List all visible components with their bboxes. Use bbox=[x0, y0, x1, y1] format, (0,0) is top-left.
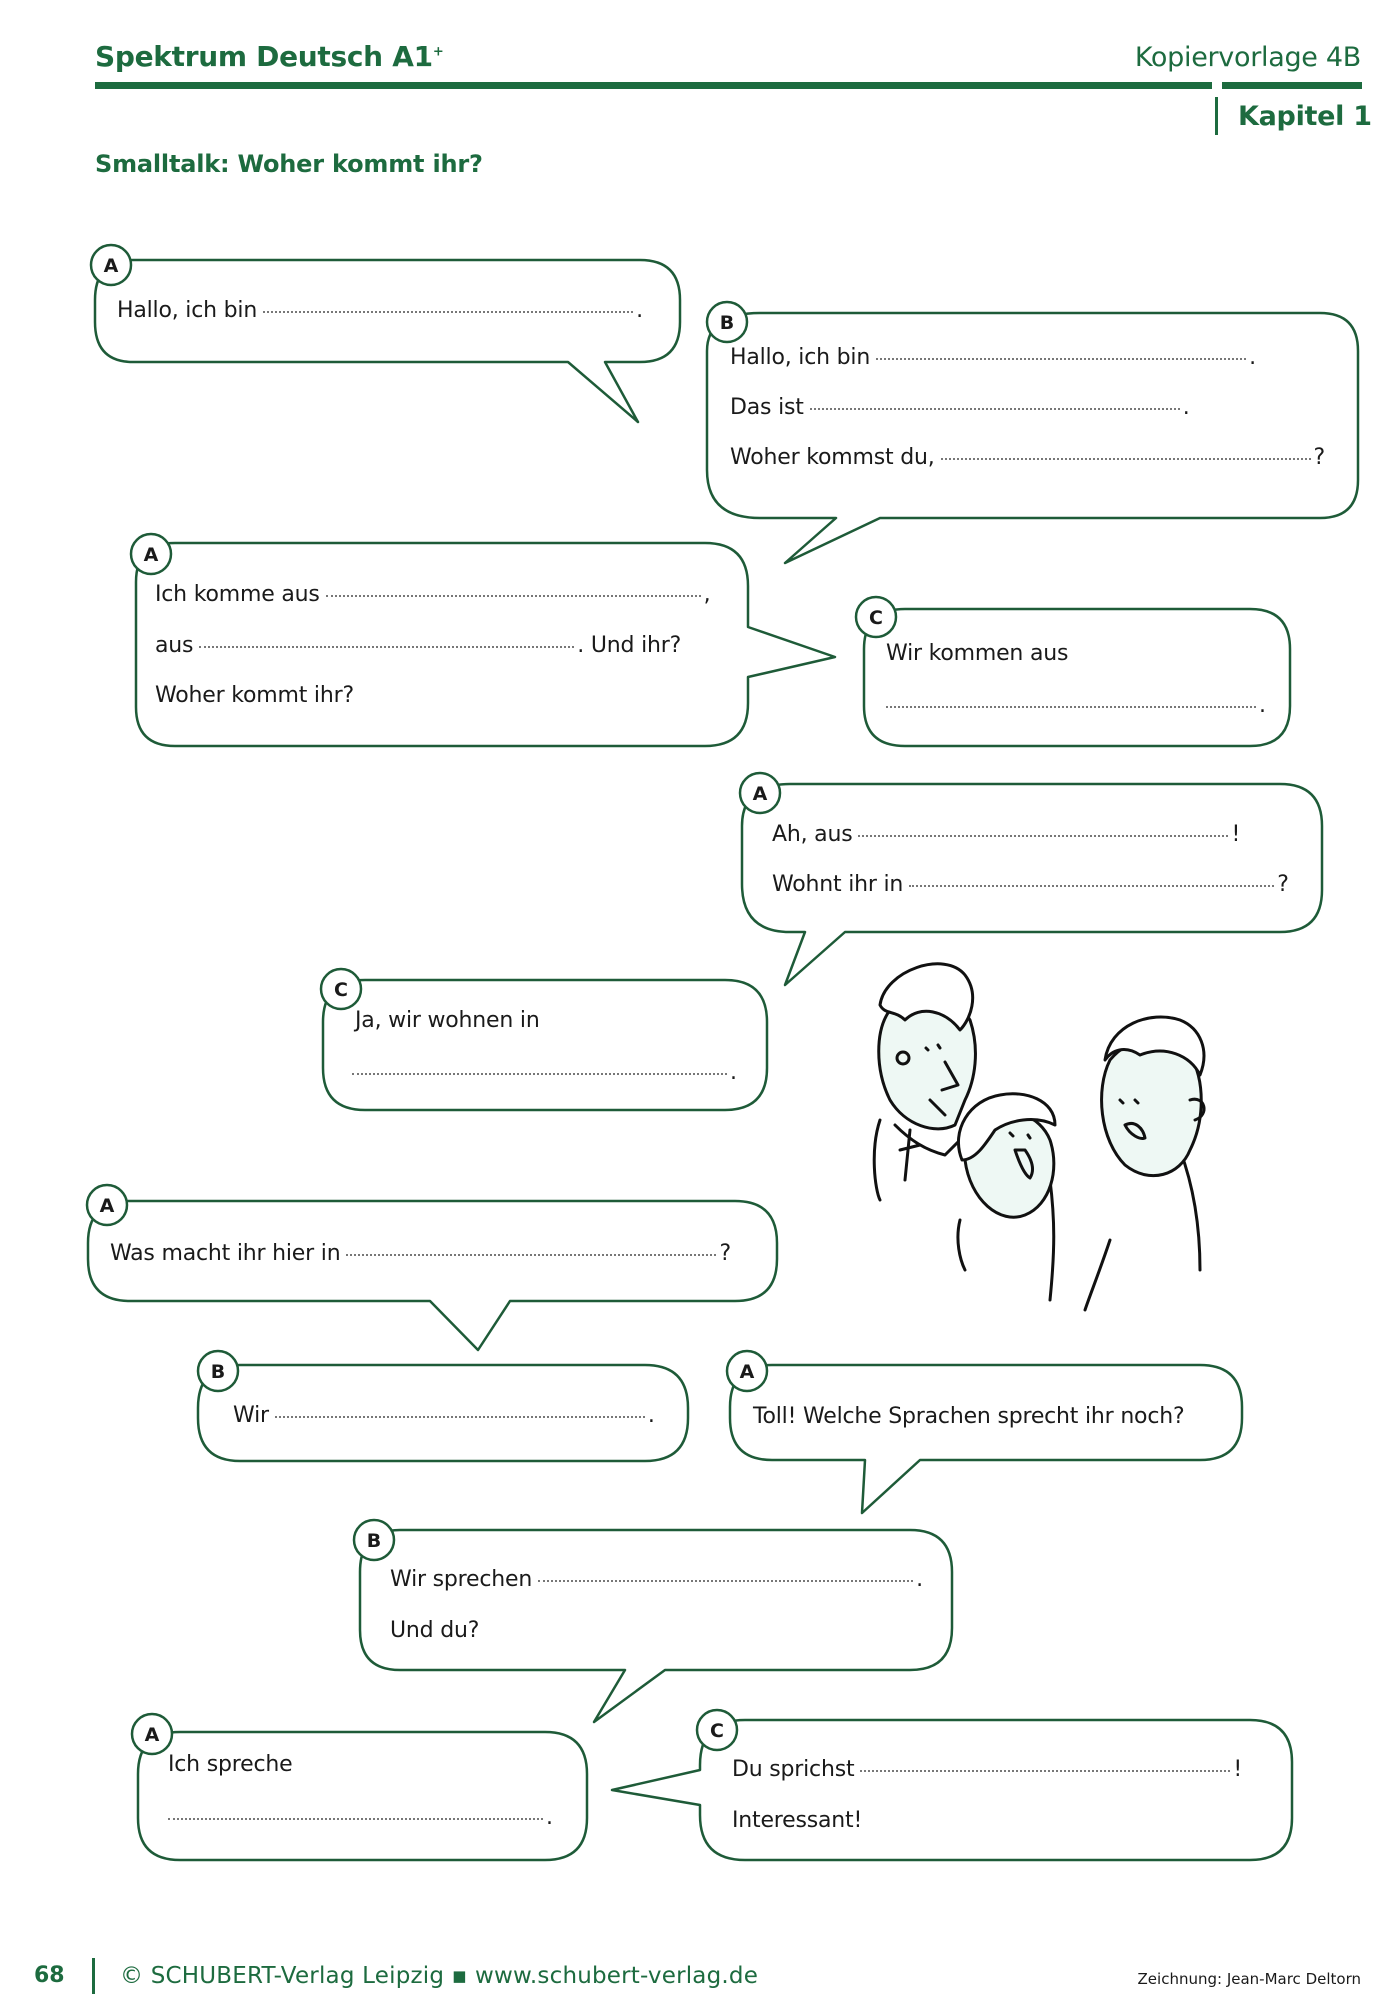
blank-line[interactable] bbox=[876, 357, 1246, 360]
bubble-10-line-1: Wir sprechen . bbox=[390, 1567, 923, 1592]
blank-line[interactable] bbox=[538, 1579, 913, 1582]
blank-line[interactable] bbox=[326, 594, 701, 597]
blank-line[interactable] bbox=[275, 1415, 645, 1418]
bubble-3-line-1: Ich komme aus , bbox=[155, 582, 711, 607]
speaker-badge: B bbox=[719, 312, 735, 334]
bubble-2-line-2: Das ist . bbox=[730, 395, 1190, 420]
bubble-5-line-1: Ah, aus ! bbox=[772, 822, 1241, 847]
bubble-2-line-3: Woher kommst du, ? bbox=[730, 445, 1325, 470]
illustration-credit: Zeichnung: Jean-Marc Deltorn bbox=[1137, 1970, 1361, 1988]
bubble-12-line-2: Interessant! bbox=[732, 1808, 863, 1833]
bubble-1 bbox=[91, 245, 680, 422]
blank-line[interactable] bbox=[941, 457, 1311, 460]
speaker-badge: A bbox=[752, 783, 768, 805]
bubble-2 bbox=[707, 302, 1358, 563]
book-title: Spektrum Deutsch A1+ bbox=[95, 40, 444, 73]
blank-line[interactable] bbox=[352, 1072, 727, 1075]
bubble-9 bbox=[727, 1351, 1242, 1513]
bubble-6-line-1: Ja, wir wohnen in bbox=[355, 1008, 540, 1033]
chapter-label: Kapitel 1 bbox=[1238, 101, 1372, 132]
bubble-3-line-2: aus . Und ihr? bbox=[155, 633, 682, 658]
bubble-4 bbox=[856, 597, 1290, 746]
bubble-8-line-1: Wir . bbox=[233, 1403, 655, 1428]
bubble-12 bbox=[612, 1710, 1292, 1860]
page-number: 68 bbox=[34, 1963, 65, 1988]
right-person-figure bbox=[1085, 1017, 1204, 1310]
speaker-badge: A bbox=[739, 1361, 755, 1383]
blank-line[interactable] bbox=[810, 407, 1180, 410]
worksheet-subtitle: Smalltalk: Woher kommt ihr? bbox=[95, 150, 483, 178]
bubble-10-line-2: Und du? bbox=[390, 1618, 480, 1643]
bubble-3-line-3: Woher kommt ihr? bbox=[155, 683, 354, 708]
speaker-badge: A bbox=[144, 1724, 160, 1746]
bubble-12-line-1: Du sprichst ! bbox=[732, 1757, 1243, 1782]
bubble-4-line-2: . bbox=[886, 693, 1266, 718]
speaker-badge: C bbox=[710, 1720, 724, 1742]
footer-divider bbox=[92, 1958, 95, 1994]
speaker-badge: C bbox=[334, 979, 348, 1001]
left-person-figure bbox=[874, 964, 975, 1200]
bubble-2-line-1: Hallo, ich bin . bbox=[730, 345, 1256, 370]
copy-template-label: Kopiervorlage 4B bbox=[1134, 42, 1361, 73]
blank-line[interactable] bbox=[199, 645, 574, 648]
speaker-badge: C bbox=[869, 607, 883, 629]
blank-line[interactable] bbox=[263, 310, 633, 313]
bubble-7-line-1: Was macht ihr hier in ? bbox=[110, 1241, 731, 1266]
blank-line[interactable] bbox=[909, 884, 1274, 887]
bubble-7 bbox=[87, 1185, 777, 1350]
blank-line[interactable] bbox=[168, 1817, 543, 1820]
bubble-1-line-1: Hallo, ich bin . bbox=[117, 298, 643, 323]
speaker-badge: B bbox=[366, 1530, 382, 1552]
bubble-6 bbox=[321, 969, 767, 1110]
bubble-11-line-2: . bbox=[168, 1805, 553, 1830]
bubble-11-line-1: Ich spreche bbox=[168, 1752, 293, 1777]
blank-line[interactable] bbox=[860, 1769, 1230, 1772]
bubble-11 bbox=[132, 1714, 587, 1860]
bubble-4-line-1: Wir kommen aus bbox=[886, 641, 1069, 666]
publisher-copyright[interactable]: © SCHUBERT-Verlag Leipzig ▪ www.schubert-verlag.de bbox=[120, 1963, 759, 1989]
bubble-6-line-2: . bbox=[352, 1060, 737, 1085]
bubble-5-line-2: Wohnt ihr in ? bbox=[772, 872, 1289, 897]
blank-line[interactable] bbox=[346, 1253, 716, 1256]
blank-line[interactable] bbox=[858, 834, 1228, 837]
blank-line[interactable] bbox=[886, 705, 1256, 708]
middle-person-figure bbox=[958, 1094, 1055, 1300]
speaker-badge: A bbox=[103, 255, 119, 277]
bubble-9-line-1: Toll! Welche Sprachen sprecht ihr noch? bbox=[753, 1404, 1185, 1429]
three-people-illustration bbox=[850, 950, 1330, 1350]
speaker-badge: A bbox=[143, 544, 159, 566]
speaker-badge: A bbox=[99, 1195, 115, 1217]
speaker-badge: B bbox=[210, 1361, 226, 1383]
